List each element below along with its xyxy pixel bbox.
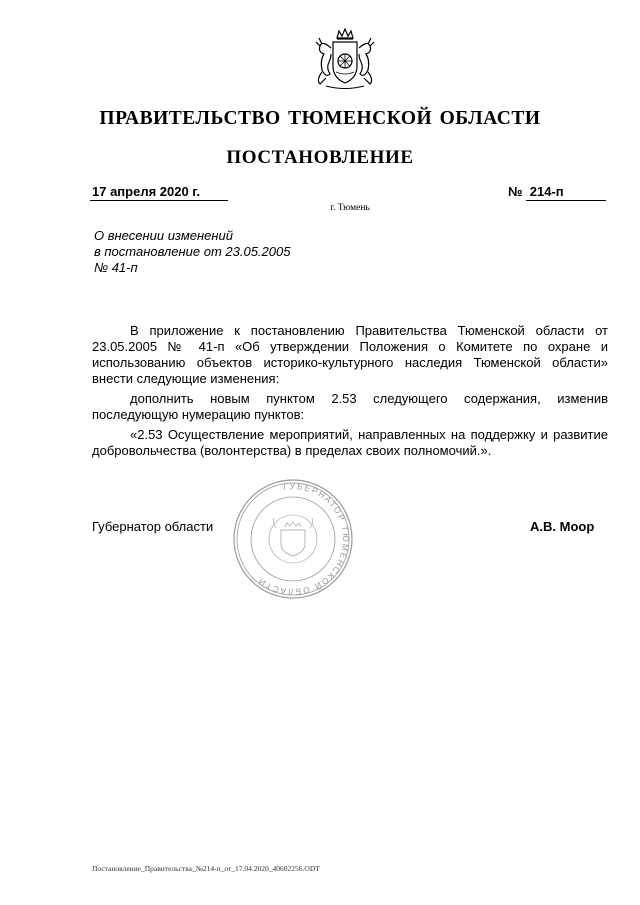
subject-line: О внесении изменений [94, 228, 233, 243]
body-paragraph: дополнить новым пунктом 2.53 следующего содержания, изменив последующую нумерацию пунктов: [92, 391, 608, 422]
official-seal-stamp [232, 478, 354, 600]
document-date: 17 апреля 2020 г. [92, 184, 201, 199]
number-sign: № [508, 184, 523, 199]
date-underline [90, 200, 228, 201]
seal-text: ГУБЕРНАТОР ТЮМЕНСКОЙ ОБЛАСТИ [255, 480, 352, 598]
subject-line: в постановление от 23.05.2005 [94, 244, 291, 259]
document-body [92, 323, 608, 463]
subject-line: № 41-п [94, 260, 138, 275]
organization-title: ПРАВИТЕЛЬСТВО ТЮМЕНСКОЙ ОБЛАСТИ [99, 108, 541, 129]
document-subject [94, 228, 334, 276]
document-city: г. Тюмень [330, 203, 370, 213]
number-value: 214-п [529, 184, 564, 199]
signatory-title: Губернатор области [92, 519, 214, 534]
signatory-name: А.В. Моор [530, 519, 595, 534]
body-paragraph: В приложение к постановлению Правительства Тюменской области от 23.05.2005 № 41-п «Об утверждении Положения о Комитете по охране и использованию объектов историко-культурного наследия Тюменской области» внести следующие изменения: [92, 323, 608, 386]
document-type-title: ПОСТАНОВЛЕНИЕ [226, 147, 414, 168]
body-paragraph: «2.53 Осуществление мероприятий, направленных на поддержку и развитие добровольчества (волонтерства) в пределах своих полномочий.». [92, 427, 608, 458]
number-underline [526, 200, 606, 201]
document-number [508, 184, 564, 199]
document-filename-footer: Постановление_Правительства_№214-п_от_17.04.2020_40602256.ODT [92, 864, 320, 873]
coat-of-arms-icon [300, 28, 390, 92]
